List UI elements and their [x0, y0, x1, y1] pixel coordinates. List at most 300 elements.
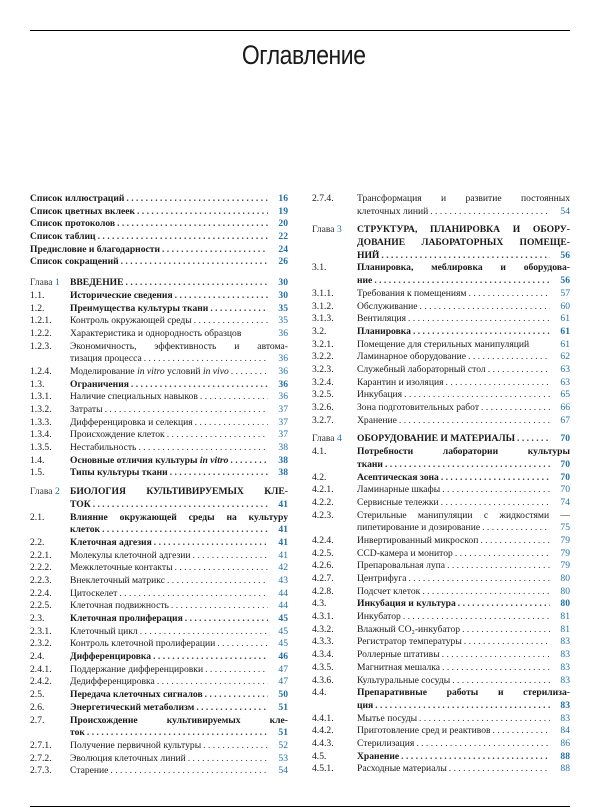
toc-page-number[interactable]: 41: [278, 536, 288, 548]
toc-entry-number: 2.2.4.: [30, 587, 52, 599]
toc-entry-number: 4.3.5.: [312, 661, 334, 673]
toc-page-number[interactable]: 22: [278, 231, 288, 243]
toc-entry-title: Приготовление сред и реактивов: [357, 725, 491, 737]
toc-page-number[interactable]: 54: [560, 205, 570, 217]
dot-leader: [144, 353, 268, 366]
toc-entry-number: 3.2.2.: [312, 351, 334, 363]
toc-page-number[interactable]: 54: [278, 765, 288, 777]
dot-leader: [188, 753, 268, 766]
toc-entry-title: ток: [70, 727, 85, 739]
toc-page-number[interactable]: 42: [278, 562, 288, 574]
toc-entry[interactable]: [312, 636, 570, 649]
toc-entry-number: 4.5.1.: [312, 763, 334, 775]
dot-leader: [203, 740, 268, 753]
toc-entry-title: Ламинарные шкафы: [357, 484, 441, 496]
dot-leader: [140, 626, 268, 639]
toc-entry[interactable]: [30, 537, 288, 550]
dot-leader: [408, 313, 550, 326]
toc-entry-number: 4.2.8.: [312, 585, 334, 597]
toc-entry[interactable]: [30, 676, 288, 689]
toc-page-number[interactable]: 86: [560, 737, 570, 749]
toc-entry-title: Межклеточные контакты: [70, 562, 173, 574]
dot-leader: [102, 524, 268, 537]
toc-page-number[interactable]: 83: [560, 712, 570, 724]
toc-entry[interactable]: [312, 510, 570, 535]
toc-entry[interactable]: [312, 573, 570, 586]
toc-entry-number: 2.4.1.: [30, 663, 52, 675]
dot-leader: [442, 649, 550, 662]
dot-leader: [200, 391, 268, 404]
dot-leader: [375, 700, 550, 713]
toc-entry-title: Контроль окружающей среды: [70, 315, 192, 327]
toc-page-number[interactable]: 41: [278, 524, 288, 536]
toc-page-number[interactable]: 51: [278, 701, 288, 713]
toc-page-number[interactable]: 61: [560, 325, 570, 337]
section-spacer: [30, 269, 288, 277]
dot-leader: [455, 548, 550, 561]
toc-page-number[interactable]: 81: [560, 611, 570, 623]
toc-page-number[interactable]: 79: [560, 534, 570, 546]
toc-page-number[interactable]: 57: [560, 287, 570, 299]
toc-entry-title: Стерилизация: [357, 737, 415, 749]
toc-page-number[interactable]: 63: [560, 364, 570, 375]
toc-page-number[interactable]: 83: [560, 674, 570, 686]
toc-entry-title: Планировка, меблировка и оборудова-: [357, 262, 570, 274]
toc-entry-number: 2.6.: [30, 701, 45, 713]
toc-entry-title: Служебный лабораторный стол: [357, 364, 486, 375]
toc-entry[interactable]: [30, 218, 288, 231]
dot-leader: [167, 429, 268, 442]
dot-leader: [404, 389, 550, 402]
toc-entry-title: Энергетический метаболизм: [70, 701, 195, 713]
toc-entry[interactable]: [30, 753, 288, 766]
dot-leader: [442, 662, 550, 675]
dot-leader: [175, 562, 268, 575]
dot-leader: [131, 379, 268, 392]
toc-entry-title: клеточных линий: [357, 205, 429, 217]
toc-chapter-entry[interactable]: [30, 277, 288, 290]
dot-leader: [110, 765, 268, 778]
toc-entry[interactable]: [312, 738, 570, 751]
dot-leader: [449, 763, 550, 776]
toc-page-number[interactable]: 62: [560, 351, 570, 363]
dot-leader: [194, 315, 268, 328]
toc-entry[interactable]: [312, 497, 570, 510]
dot-leader: [105, 404, 268, 417]
toc-entry-title: Поддержание дифференцировки: [70, 663, 204, 675]
toc-entry[interactable]: [30, 231, 288, 244]
toc-entry[interactable]: [312, 624, 570, 637]
toc-entry[interactable]: [30, 404, 288, 417]
toc-entry[interactable]: [30, 689, 288, 702]
toc-entry[interactable]: [30, 550, 288, 563]
toc-entry-title: Центрифуга: [357, 573, 407, 585]
toc-page-number[interactable]: 46: [278, 651, 288, 663]
toc-entry-title: Вентиляция: [357, 313, 406, 325]
toc-page-number[interactable]: 30: [278, 277, 288, 289]
toc-page-number[interactable]: 75: [560, 522, 570, 534]
toc-entry-number: 4.3.: [312, 598, 327, 610]
toc-entry-title: Трансформация и развитие постоянных: [357, 193, 570, 204]
dot-leader: [157, 676, 268, 689]
toc-entry-number: 3.2.3.: [312, 364, 334, 375]
toc-entry-title: НИЙ: [357, 249, 380, 261]
toc-entry-title: Инвертированный микроскоп: [357, 534, 479, 546]
dot-leader: [409, 573, 550, 586]
toc-entry-title: Клеточная подвижность: [70, 600, 169, 612]
dot-leader: [175, 290, 268, 303]
toc-entry[interactable]: [30, 613, 288, 626]
toc-page-number[interactable]: 66: [560, 402, 570, 414]
toc-entry[interactable]: [30, 588, 288, 601]
toc-page-number[interactable]: 43: [278, 574, 288, 586]
dot-leader: [153, 651, 268, 664]
toc-entry-number: 1.2.1.: [30, 315, 52, 327]
toc-entry[interactable]: [30, 467, 288, 480]
toc-entry-title: Карантин и изоляция: [357, 376, 444, 388]
toc-entry[interactable]: [312, 725, 570, 738]
toc-page-number[interactable]: 24: [278, 243, 288, 255]
toc-entry[interactable]: [30, 391, 288, 404]
toc-entry-title: Нестабильность: [70, 442, 137, 454]
toc-page-number[interactable]: 47: [278, 676, 288, 688]
dot-leader: [462, 624, 550, 637]
toc-page-number[interactable]: 56: [560, 275, 570, 287]
toc-entry[interactable]: [30, 315, 288, 328]
toc-entry[interactable]: [312, 548, 570, 561]
toc-entry-title: ВВЕДЕНИЕ: [70, 277, 124, 289]
dot-leader: [446, 377, 550, 390]
toc-entry-title: Молекулы клеточной адгезии: [70, 549, 191, 561]
toc-page-number[interactable]: 41: [278, 498, 288, 510]
dot-leader: [385, 459, 550, 472]
toc-chapter-entry[interactable]: [312, 224, 570, 262]
dot-leader: [230, 455, 268, 468]
toc-entry[interactable]: [312, 313, 570, 326]
toc-page-number[interactable]: 19: [278, 205, 288, 217]
toc-page-number[interactable]: 38: [278, 467, 288, 479]
toc-entry-number: 2.7.4.: [312, 193, 334, 204]
toc-entry-title: Моделирование in vitro условий in vivo: [70, 365, 229, 377]
toc-page-number[interactable]: 52: [278, 739, 288, 751]
dot-leader: [138, 442, 268, 455]
toc-page-number[interactable]: 79: [560, 560, 570, 572]
toc-entry-number: 4.4.3.: [312, 737, 334, 749]
toc-page-number[interactable]: 35: [278, 302, 288, 314]
toc-entry[interactable]: [30, 715, 288, 740]
toc-page-number[interactable]: 45: [278, 613, 288, 625]
toc-page-number[interactable]: 36: [278, 378, 288, 390]
toc-chapter-label: Глава 4: [312, 433, 342, 445]
toc-entry[interactable]: [312, 377, 570, 390]
toc-page-number[interactable]: 44: [278, 600, 288, 612]
toc-entry[interactable]: [30, 206, 288, 219]
toc-entry[interactable]: [312, 472, 570, 485]
dot-leader: [121, 256, 268, 269]
toc-page-number[interactable]: 47: [278, 663, 288, 675]
toc-entry-number: 1.2.2.: [30, 327, 52, 339]
toc-entry-title: Расходные материалы: [357, 763, 447, 775]
toc-page-number[interactable]: 35: [278, 315, 288, 327]
toc-entry[interactable]: [312, 662, 570, 675]
toc-entry[interactable]: [312, 326, 570, 339]
toc-entry[interactable]: [312, 364, 570, 377]
toc-entry-number: 3.1.3.: [312, 313, 334, 325]
dot-leader: [205, 689, 268, 702]
toc-left-column: [30, 193, 288, 778]
toc-entry[interactable]: [312, 560, 570, 573]
toc-entry[interactable]: [312, 415, 570, 428]
toc-entry-title: Характеристика и однородность образцов: [70, 327, 242, 339]
toc-entry-number: 2.7.: [30, 714, 45, 726]
toc-entry-number: 2.2.5.: [30, 600, 52, 612]
toc-entry-title: Клеточная пролиферация: [70, 613, 183, 625]
toc-entry-number: 4.2.3.: [312, 509, 334, 521]
toc-page-number[interactable]: 38: [278, 442, 288, 454]
toc-page-number[interactable]: 20: [278, 218, 288, 230]
toc-page-number[interactable]: 83: [560, 636, 570, 648]
toc-chapter-label: Глава 1: [30, 277, 60, 289]
toc-entry-number: 1.2.4.: [30, 365, 52, 377]
toc-page-number[interactable]: 45: [278, 638, 288, 650]
toc-entry[interactable]: [30, 575, 288, 588]
dot-leader: [137, 206, 268, 219]
toc-entry[interactable]: [30, 341, 288, 366]
toc-entry-title: Хранение: [357, 750, 400, 762]
toc-entry[interactable]: [312, 262, 570, 287]
toc-entry[interactable]: [312, 763, 570, 776]
toc-entry[interactable]: [30, 512, 288, 537]
toc-entry[interactable]: [30, 626, 288, 639]
toc-page-number[interactable]: 83: [560, 661, 570, 673]
toc-entry-title: Потребности лаборатории культуры: [357, 446, 570, 458]
toc-page-number[interactable]: 37: [278, 404, 288, 416]
dot-leader: [205, 664, 268, 677]
dot-leader: [441, 472, 550, 485]
toc-entry[interactable]: [30, 562, 288, 575]
toc-page-number[interactable]: 83: [560, 699, 570, 711]
toc-entry[interactable]: [312, 535, 570, 548]
toc-page-number[interactable]: 36: [278, 391, 288, 403]
dot-leader: [162, 244, 268, 257]
toc-page-number[interactable]: 80: [560, 598, 570, 610]
toc-entry[interactable]: [312, 351, 570, 364]
toc-entry-number: 3.2.1.: [312, 338, 334, 350]
dot-leader: [419, 713, 550, 726]
toc-entry[interactable]: [312, 446, 570, 471]
page-title: Оглавление: [242, 40, 366, 71]
toc-page-number[interactable]: 61: [560, 338, 570, 350]
toc-entry-title: Препаровальная лупа: [357, 560, 446, 572]
toc-entry-title: Ограничения: [70, 378, 129, 390]
dot-leader: [399, 415, 550, 428]
dot-leader: [481, 402, 550, 415]
toc-entry[interactable]: [30, 417, 288, 430]
toc-entry-number: 4.1.: [312, 446, 327, 458]
dot-leader: [517, 433, 550, 446]
toc-page-number[interactable]: 83: [560, 649, 570, 661]
toc-entry-title: ткани: [357, 458, 383, 470]
toc-entry-title: Список иллюстраций: [30, 193, 125, 204]
toc-entry[interactable]: [312, 675, 570, 688]
dot-leader: [422, 586, 550, 599]
toc-entry[interactable]: [312, 586, 570, 599]
toc-entry[interactable]: [30, 379, 288, 392]
toc-entry[interactable]: [30, 366, 288, 379]
toc-page-number[interactable]: 36: [278, 327, 288, 339]
toc-page-number[interactable]: 67: [560, 414, 570, 426]
toc-entry-number: 4.4.: [312, 687, 327, 699]
toc-entry-title: Цитоскелет: [70, 587, 118, 599]
toc-entry-number: 3.2.: [312, 325, 327, 337]
toc-entry-number: 1.5.: [30, 467, 45, 479]
toc-entry-number: 1.3.1.: [30, 391, 52, 403]
toc-entry-title: Помещение для стерильных манипуляций: [357, 338, 530, 350]
toc-entry[interactable]: [30, 244, 288, 257]
toc-entry[interactable]: [312, 193, 570, 218]
toc-entry[interactable]: [312, 402, 570, 415]
toc-entry-title: клеток: [70, 524, 101, 536]
dot-leader: [416, 738, 550, 751]
toc-page-number[interactable]: 51: [278, 727, 288, 739]
toc-chapter-entry[interactable]: [312, 433, 570, 446]
toc-entry[interactable]: [30, 600, 288, 613]
toc-page-number[interactable]: 37: [278, 429, 288, 441]
toc-entry-title: ТОК: [70, 498, 91, 510]
toc-page-number[interactable]: 70: [560, 433, 570, 445]
dot-leader: [98, 231, 268, 244]
toc-entry[interactable]: [312, 598, 570, 611]
toc-entry[interactable]: [30, 303, 288, 316]
toc-entry-title: ция: [357, 699, 374, 711]
toc-page-number[interactable]: 79: [560, 547, 570, 559]
toc-page-number[interactable]: 36: [278, 353, 288, 365]
toc-page-number[interactable]: 30: [278, 289, 288, 301]
toc-entry[interactable]: [312, 484, 570, 497]
dot-leader: [403, 611, 550, 624]
toc-entry[interactable]: [30, 328, 288, 341]
toc-entry-title: Регистратор температуры: [357, 636, 462, 648]
dot-leader: [210, 303, 268, 316]
toc-page-number[interactable]: 36: [278, 365, 288, 377]
toc-entry-title: Инкубатор: [357, 611, 401, 623]
toc-entry[interactable]: [30, 290, 288, 303]
toc-page-number[interactable]: 44: [278, 587, 288, 599]
toc-page-number[interactable]: 81: [560, 623, 570, 635]
toc-page-number[interactable]: 80: [560, 573, 570, 585]
toc-entry-number: 2.3.: [30, 613, 45, 625]
dot-leader: [441, 497, 550, 510]
toc-entry[interactable]: [312, 649, 570, 662]
toc-entry-number: 2.5.: [30, 689, 45, 701]
toc-entry[interactable]: [30, 442, 288, 455]
toc-entry-title: Асептическая зона: [357, 471, 439, 483]
toc-entry-title: Требования к помещениям: [357, 287, 467, 299]
toc-entry-number: 4.4.2.: [312, 725, 334, 737]
dot-leader: [442, 484, 550, 497]
toc-page-number[interactable]: 45: [278, 625, 288, 637]
toc-page-number[interactable]: 80: [560, 585, 570, 597]
toc-page-number[interactable]: 56: [560, 249, 570, 261]
toc-page-number[interactable]: 38: [278, 454, 288, 466]
toc-page-number[interactable]: 50: [278, 689, 288, 701]
dot-leader: [381, 250, 550, 263]
toc-page-number[interactable]: 74: [560, 496, 570, 508]
toc-entry[interactable]: [30, 740, 288, 753]
toc-page-number[interactable]: 16: [278, 193, 288, 204]
toc-page-number[interactable]: 41: [278, 549, 288, 561]
toc-entry[interactable]: [312, 389, 570, 402]
toc-entry-title: Исторические сведения: [70, 289, 173, 301]
toc-page-number[interactable]: 88: [560, 750, 570, 762]
toc-entry-number: 3.1.: [312, 262, 327, 274]
dot-leader: [196, 702, 268, 715]
toc-page-number[interactable]: 37: [278, 416, 288, 428]
toc-entry[interactable]: [30, 664, 288, 677]
toc-page-number[interactable]: 26: [278, 256, 288, 268]
toc-entry-title: Внеклеточный матрикс: [70, 574, 165, 586]
toc-entry-number: 4.3.4.: [312, 649, 334, 661]
toc-entry-number: 3.2.6.: [312, 402, 334, 414]
toc-entry-number: 4.3.1.: [312, 611, 334, 623]
toc-entry-number: 2.1.: [30, 511, 45, 523]
toc-entry-title: Преимущества культуры ткани: [70, 302, 209, 314]
dot-leader: [488, 364, 550, 377]
dot-leader: [170, 467, 268, 480]
toc-entry[interactable]: [312, 751, 570, 764]
toc-entry[interactable]: [312, 611, 570, 624]
toc-page-number[interactable]: 65: [560, 389, 570, 401]
toc-entry-title: Основные отличия культуры in vitro: [70, 454, 229, 466]
toc-page-number[interactable]: 70: [560, 471, 570, 483]
toc-chapter-entry[interactable]: [30, 486, 288, 511]
toc-entry-number: 4.3.2.: [312, 623, 334, 635]
toc-entry-title: Препаративные работы и стерилиза-: [357, 687, 570, 699]
dot-leader: [126, 193, 268, 206]
toc-entry[interactable]: [312, 301, 570, 314]
toc-page-number[interactable]: 63: [560, 376, 570, 388]
toc-entry[interactable]: [312, 713, 570, 726]
toc-entry[interactable]: [30, 429, 288, 442]
toc-entry[interactable]: [30, 651, 288, 664]
toc-page-number[interactable]: 61: [560, 313, 570, 325]
dot-leader: [167, 575, 268, 588]
toc-entry[interactable]: [30, 256, 288, 269]
toc-entry[interactable]: [30, 702, 288, 715]
toc-entry-title: Инкубация: [357, 389, 403, 401]
toc-entry-number: 3.2.4.: [312, 376, 334, 388]
toc-entry[interactable]: [312, 687, 570, 712]
toc-entry[interactable]: [312, 288, 570, 301]
toc-page-number[interactable]: 53: [278, 752, 288, 764]
toc-page-number[interactable]: 70: [560, 484, 570, 496]
toc-page-number[interactable]: 84: [560, 725, 570, 737]
dot-leader: [447, 560, 550, 573]
toc-page-number[interactable]: 70: [560, 458, 570, 470]
toc-entry-title: Наличие специальных навыков: [70, 391, 198, 403]
toc-page-number[interactable]: 88: [560, 763, 570, 775]
toc-entry[interactable]: [30, 638, 288, 651]
toc-entry[interactable]: [312, 339, 570, 352]
toc-entry[interactable]: [30, 193, 288, 206]
toc-page-number[interactable]: 60: [560, 300, 570, 312]
toc-entry-title: Влияние окружающей среды на культуру: [70, 511, 288, 523]
toc-entry[interactable]: [30, 455, 288, 468]
toc-entry-number: 1.3.2.: [30, 404, 52, 416]
toc-entry-title: Типы культуры ткани: [70, 467, 168, 479]
toc-entry[interactable]: [30, 765, 288, 778]
toc-entry-title: Список цветных вклеек: [30, 205, 135, 217]
